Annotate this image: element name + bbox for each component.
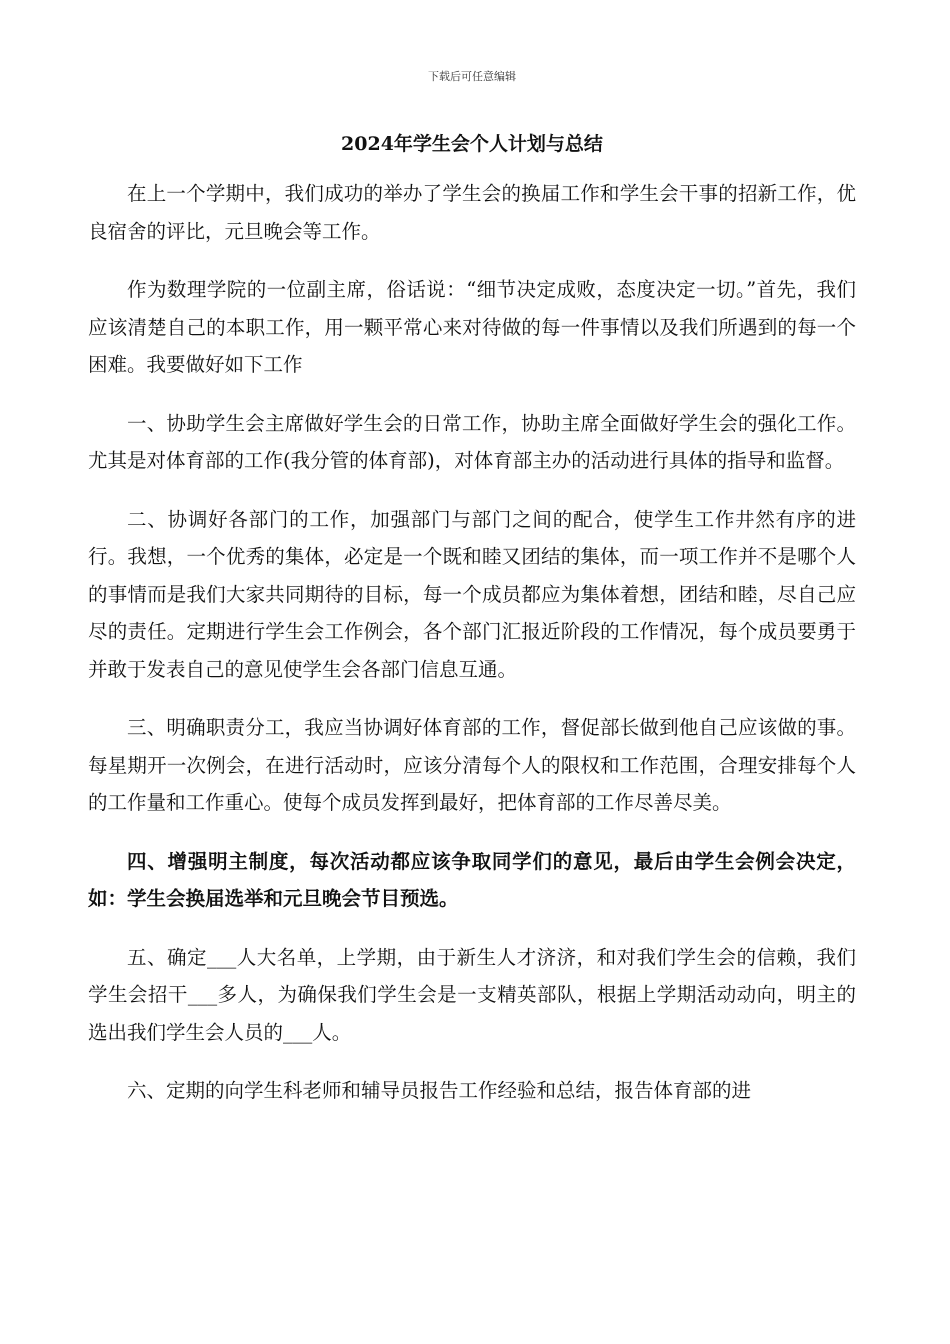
paragraph-item-3: 三、明确职责分工，我应当协调好体育部的工作，督促部长做到他自己应该做的事。每星期开一次例会，在进行活动时，应该分清每个人的限权和工作范围，合理安排每个人的工作量和工作重心。使每个成员发挥到最好，把体育部的工作尽善尽美。 — [88, 716, 856, 814]
paragraph-item-2: 二、协调好各部门的工作，加强部门与部门之间的配合，使学生工作井然有序的进行。我想，一个优秀的集体，必定是一个既和睦又团结的集体，而一项工作并不是哪个人的事情而是我们大家共同期待的目标，每一个成员都应为集体着想，团结和睦，尽自己应尽的责任。定期进行学生会工作例会，各个部门汇报近阶段的工作情况，每个成员要勇于并敢于发表自己的意见使学生会各部门信息互通。 — [88, 507, 856, 681]
paragraph-item-6: 六、定期的向学生科老师和辅导员报告工作经验和总结，报告体育部的进 — [127, 1079, 752, 1102]
paragraph-item-5: 五、确定___人大名单，上学期，由于新生人才济济，和对我们学生会的信赖，我们学生会招干___多人，为确保我们学生会是一支精英部队，根据上学期活动动向，明主的选出我们学生会人员的___人。 — [88, 945, 856, 1044]
paragraph-role: 作为数理学院的一位副主席，俗话说：“细节决定成败，态度决定一切。”首先，我们应该清楚自己的本职工作，用一颗平常心来对待做的每一件事情以及我们所遇到的每一个困难。我要做好如下工作 — [88, 278, 856, 376]
document-title: 2024年学生会个人计划与总结 — [341, 133, 603, 155]
paragraph-item-1: 一、协助学生会主席做好学生会的日常工作，协助主席全面做好学生会的强化工作。尤其是对体育部的工作(我分管的体育部)，对体育部主办的活动进行具体的指导和监督。 — [88, 411, 856, 472]
paragraph-item-4: 四、增强明主制度，每次活动都应该争取同学们的意见，最后由学生会例会决定，如：学生会换届选举和元旦晚会节目预选。 — [88, 849, 856, 910]
page-header-note: 下载后可任意编辑 — [428, 70, 516, 83]
paragraph-intro: 在上一个学期中，我们成功的举办了学生会的换届工作和学生会干事的招新工作，优良宿舍的评比，元旦晚会等工作。 — [88, 182, 856, 243]
